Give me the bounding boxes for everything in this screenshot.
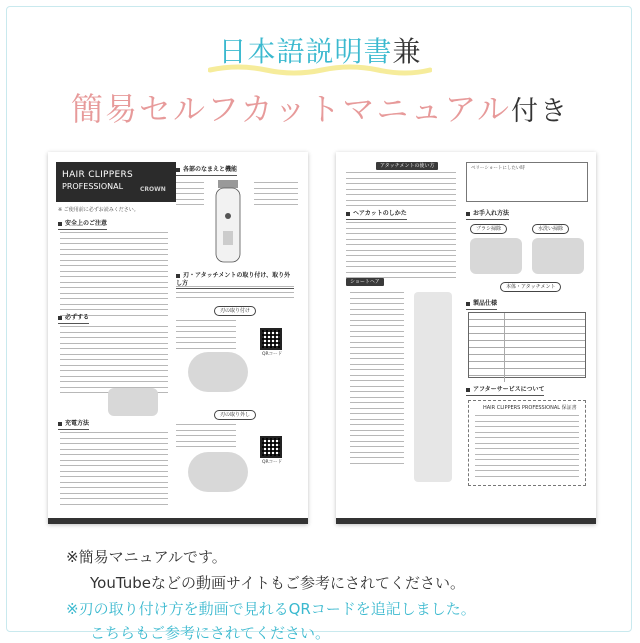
- note-please-refer: こちらもご参考にされてください。: [90, 624, 331, 642]
- blade-text: [176, 286, 294, 303]
- label-blade-remove: 刃の取り外し: [214, 410, 256, 420]
- page-footer-bar: [336, 518, 596, 524]
- warranty-lines: [475, 415, 579, 481]
- section-service: アフターサービスについて: [466, 386, 544, 396]
- spec-table: [468, 312, 586, 378]
- brush-illustration: [470, 238, 522, 274]
- head-illustrations: [414, 292, 452, 482]
- qr-code-attach: [260, 328, 282, 350]
- blade-attach-illustration: [188, 352, 248, 392]
- warranty-card: [468, 400, 586, 486]
- manual-page-left: [48, 152, 308, 524]
- parts-labels-right: [254, 182, 298, 210]
- manual-title-line2: PROFESSIONAL: [62, 182, 124, 191]
- short-steps: [350, 292, 404, 468]
- section-care: お手入れ方法: [466, 210, 509, 220]
- manual-title-block: [56, 162, 176, 202]
- qr-code-remove: [260, 436, 282, 458]
- section-charge: 充電方法: [58, 420, 89, 430]
- must-text: [60, 326, 168, 398]
- warranty-title: HAIR CLIPPERS PROFESSIONAL 保証書: [483, 405, 577, 411]
- variation-label: ベリーショートにしたい時: [471, 166, 525, 171]
- page-footer-bar: [48, 518, 308, 524]
- label-blade-attach: 刃の取り付け: [214, 306, 256, 316]
- manual-note: ※ ご使用前に必ずお読みください。: [58, 207, 139, 213]
- variation-box: [466, 162, 588, 202]
- brand-logo: CROWN: [140, 186, 166, 193]
- page-title: 日本語説明書兼: [218, 35, 422, 68]
- parts-labels-left: [176, 182, 204, 210]
- qr-label-1: QRコード: [262, 352, 283, 357]
- section-must: 必ずする: [58, 314, 89, 324]
- remove-steps: [176, 424, 236, 452]
- attach-steps: [176, 320, 236, 353]
- charge-text: [60, 432, 168, 509]
- label-body: 本体・アタッチメント: [500, 282, 561, 292]
- haircut-text: [346, 222, 456, 283]
- wave-underline-icon: [208, 62, 432, 78]
- section-haircut: ヘアカットのしかた: [346, 210, 407, 220]
- section-blade: 刃・アタッチメントの取り付け、取り外し方: [176, 272, 294, 289]
- section-safety: 安全上のご注意: [58, 220, 107, 230]
- attachment-text: [346, 172, 456, 211]
- section-spec: 製品仕様: [466, 300, 497, 310]
- manual-page-right: [336, 152, 596, 524]
- note-qr-added: ※刃の取り付け方を動画で見れるQRコードを追記しました。: [66, 600, 476, 618]
- section-parts: 各部のなまえと機能: [176, 166, 237, 176]
- note-youtube: YouTubeなどの動画サイトもご参考にされてください。: [90, 574, 465, 592]
- water-illustration: [532, 238, 584, 274]
- section-attachment: アタッチメントの使い方: [376, 162, 438, 170]
- label-water: 水洗い掃除: [532, 224, 569, 234]
- note-simple-manual: ※簡易マニュアルです。: [66, 548, 227, 566]
- page-subtitle: 簡易セルフカットマニュアル付き: [70, 90, 570, 128]
- safety-text: [60, 232, 168, 320]
- maintenance-illustration: [108, 388, 158, 416]
- section-short: ショートヘア: [346, 278, 384, 286]
- blade-remove-illustration: [188, 452, 248, 492]
- qr-label-2: QRコード: [262, 460, 283, 465]
- manual-title-line1: HAIR CLIPPERS: [62, 170, 134, 180]
- label-brush: ブラシ掃除: [470, 224, 507, 234]
- clipper-diagram-icon: [208, 176, 248, 266]
